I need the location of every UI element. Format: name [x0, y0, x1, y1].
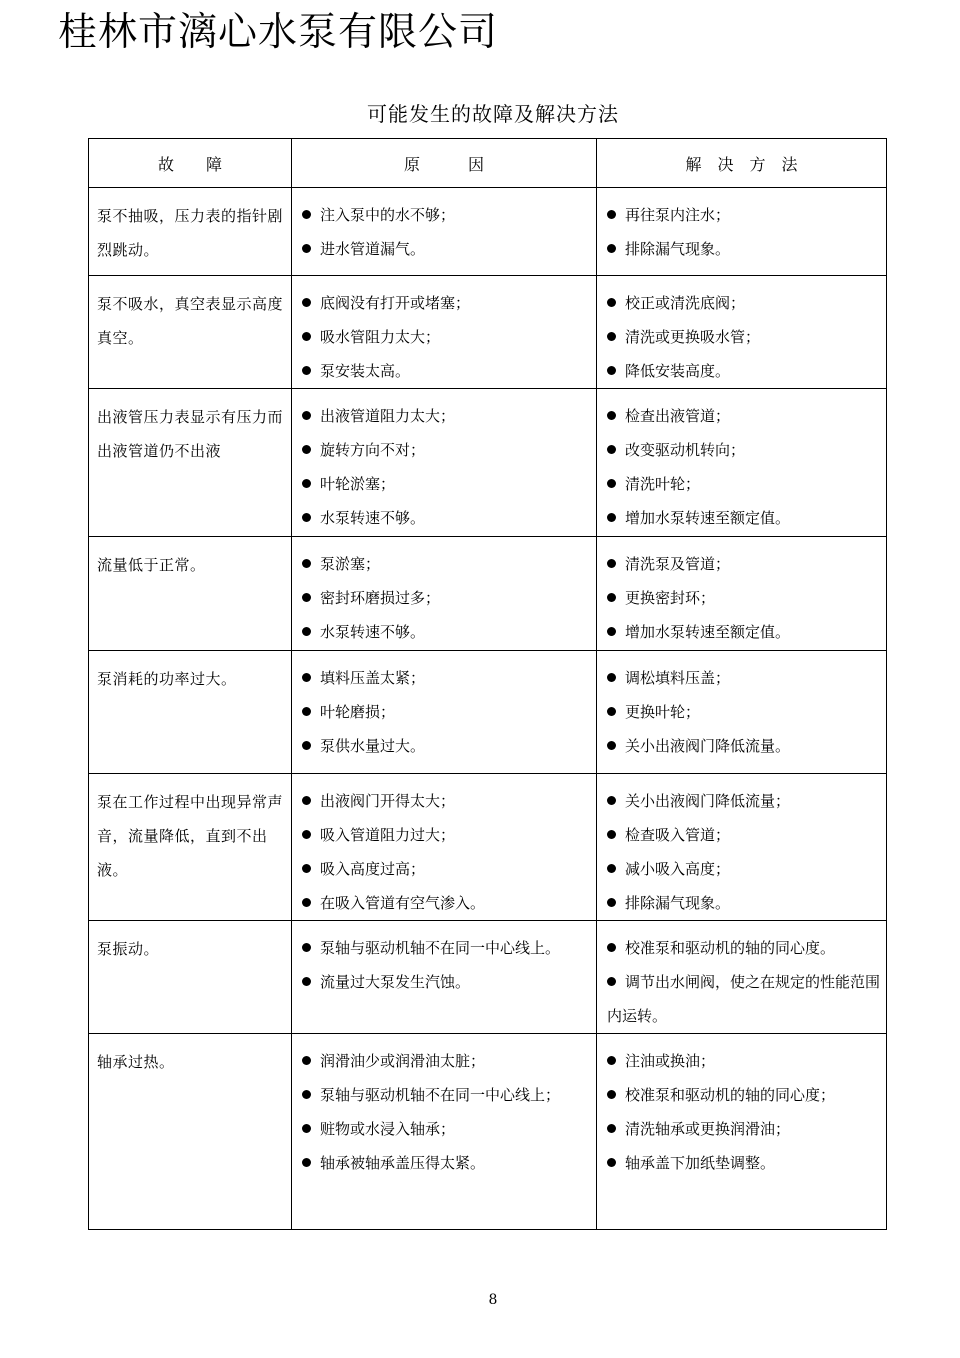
bullet-icon: [607, 366, 616, 375]
table-row: [89, 389, 887, 537]
fault-text: 泵振动。: [97, 940, 160, 958]
cause-cell: [292, 1034, 597, 1230]
bullet-icon: [302, 627, 311, 636]
bullet-icon: [302, 332, 311, 341]
list-item: 排除漏气现象。: [607, 232, 882, 266]
cause-cell: [292, 651, 597, 774]
list-item: 降低安装高度。: [607, 354, 882, 388]
bullet-icon: [607, 741, 616, 750]
cause-cell: [292, 389, 597, 537]
list-item: 调松填料压盖；: [607, 661, 882, 695]
list-item: 泵安装太高。: [302, 354, 592, 388]
list-item: 吸入高度过高；: [302, 852, 592, 886]
list-item: 水泵转速不够。: [302, 501, 592, 535]
list-item: 吸水管阻力太大；: [302, 320, 592, 354]
list-item: 关小出液阀门降低流量。: [607, 729, 882, 763]
bullet-icon: [302, 673, 311, 682]
bullet-icon: [302, 298, 311, 307]
fault-text: 轴承过热。: [97, 1053, 175, 1071]
fault-cell: [89, 188, 292, 276]
list-item: 校准泵和驱动机的轴的同心度；: [607, 1078, 882, 1112]
table-row: [89, 921, 887, 1034]
list-item: 清洗泵及管道；: [607, 547, 882, 581]
list-item: 清洗或更换吸水管；: [607, 320, 882, 354]
solution-cell: [597, 921, 887, 1034]
bullet-icon: [302, 1124, 311, 1133]
list-item: 水泵转速不够。: [302, 615, 592, 649]
bullet-icon: [607, 977, 616, 986]
list-item: 改变驱动机转向；: [607, 433, 882, 467]
bullet-icon: [302, 864, 311, 873]
bullet-icon: [607, 593, 616, 602]
solution-cell: [597, 651, 887, 774]
list-item: 在吸入管道有空气渗入。: [302, 886, 592, 920]
table-row: [89, 1034, 887, 1230]
fault-text: 泵不吸水，真空表显示高度真空。: [97, 295, 284, 347]
bullet-icon: [302, 244, 311, 253]
solution-cell: [597, 389, 887, 537]
bullet-icon: [607, 1158, 616, 1167]
list-item: 排除漏气现象。: [607, 886, 882, 920]
table-row: [89, 651, 887, 774]
bullet-icon: [607, 864, 616, 873]
fault-text: 泵消耗的功率过大。: [97, 670, 237, 688]
bullet-icon: [302, 479, 311, 488]
list-item: 润滑油少或润滑油太脏；: [302, 1044, 592, 1078]
cause-cell: [292, 537, 597, 651]
bullet-icon: [302, 366, 311, 375]
bullet-icon: [607, 479, 616, 488]
bullet-icon: [302, 1090, 311, 1099]
bullet-icon: [302, 830, 311, 839]
list-item: 调节出水闸阀，使之在规定的性能范围内运转。: [607, 973, 881, 1025]
cause-cell: [292, 276, 597, 389]
table-header-row: [89, 139, 887, 188]
bullet-icon: [607, 796, 616, 805]
bullet-icon: [302, 977, 311, 986]
table-row: [89, 188, 887, 276]
list-item: 流量过大泵发生汽蚀。: [302, 965, 592, 999]
list-item: 填料压盖太紧；: [302, 661, 592, 695]
bullet-icon: [607, 559, 616, 568]
bullet-icon: [302, 898, 311, 907]
list-item: 叶轮磨损；: [302, 695, 592, 729]
bullet-icon: [302, 411, 311, 420]
fault-cell: [89, 774, 292, 921]
list-item: 再往泵内注水；: [607, 198, 882, 232]
header-cause: 原 因: [292, 139, 597, 188]
bullet-icon: [607, 830, 616, 839]
list-item: 更换密封环；: [607, 581, 882, 615]
list-item: 泵轴与驱动机轴不在同一中心线上；: [302, 1078, 592, 1112]
bullet-icon: [607, 707, 616, 716]
list-item: 校准泵和驱动机的轴的同心度。: [607, 931, 882, 965]
list-item: 更换叶轮；: [607, 695, 882, 729]
list-item: 关小出液阀门降低流量；: [607, 784, 882, 818]
list-item: 进水管道漏气。: [302, 232, 592, 266]
fault-cell: [89, 1034, 292, 1230]
bullet-icon: [607, 210, 616, 219]
list-item: 轴承盖下加纸垫调整。: [607, 1146, 882, 1180]
table-row: [89, 276, 887, 389]
solution-cell: [597, 276, 887, 389]
bullet-icon: [302, 513, 311, 522]
fault-text: 泵在工作过程中出现异常声音，流量降低，直到不出液。: [97, 793, 284, 879]
list-item: 减小吸入高度；: [607, 852, 882, 886]
list-item: 泵供水量过大。: [302, 729, 592, 763]
page-title: 可能发生的故障及解决方法: [367, 102, 619, 126]
bullet-icon: [607, 1090, 616, 1099]
solution-cell: [597, 537, 887, 651]
bullet-icon: [607, 943, 616, 952]
solution-cell: [597, 188, 887, 276]
list-item: 注入泵中的水不够；: [302, 198, 592, 232]
list-item: 底阀没有打开或堵塞；: [302, 286, 592, 320]
bullet-icon: [302, 593, 311, 602]
list-item: 增加水泵转速至额定值。: [607, 501, 882, 535]
fault-text: 流量低于正常。: [97, 556, 206, 574]
bullet-icon: [607, 332, 616, 341]
fault-text: 出液管压力表显示有压力而出液管道仍不出液: [97, 408, 284, 460]
list-item: 出液管道阻力太大；: [302, 399, 592, 433]
bullet-icon: [607, 1056, 616, 1065]
fault-text: 泵不抽吸，压力表的指针剧烈跳动。: [97, 207, 284, 259]
bullet-icon: [607, 1124, 616, 1133]
bullet-icon: [302, 559, 311, 568]
solution-cell: [597, 1034, 887, 1230]
fault-cell: [89, 537, 292, 651]
company-name: 桂林市漓心水泵有限公司: [58, 10, 499, 55]
table-row: [89, 774, 887, 921]
header-fault: 故 障: [89, 139, 292, 188]
cause-cell: [292, 774, 597, 921]
bullet-icon: [302, 796, 311, 805]
bullet-icon: [302, 210, 311, 219]
list-item: 检查出液管道；: [607, 399, 882, 433]
fault-cell: [89, 389, 292, 537]
list-item: 增加水泵转速至额定值。: [607, 615, 882, 649]
list-item: 泵淤塞；: [302, 547, 592, 581]
bullet-icon: [607, 244, 616, 253]
bullet-icon: [607, 411, 616, 420]
bullet-icon: [302, 741, 311, 750]
fault-cell: [89, 921, 292, 1034]
table-row: [89, 537, 887, 651]
list-item: 吸入管道阻力过大；: [302, 818, 592, 852]
bullet-icon: [607, 445, 616, 454]
list-item: 密封环磨损过多；: [302, 581, 592, 615]
bullet-icon: [607, 298, 616, 307]
bullet-icon: [607, 673, 616, 682]
fault-cell: [89, 276, 292, 389]
list-item: 轴承被轴承盖压得太紧。: [302, 1146, 592, 1180]
list-item: 清洗叶轮；: [607, 467, 882, 501]
list-item: 检查吸入管道；: [607, 818, 882, 852]
bullet-icon: [607, 627, 616, 636]
bullet-icon: [607, 898, 616, 907]
list-item: 泵轴与驱动机轴不在同一中心线上。: [302, 931, 592, 965]
list-item: 赃物或水浸入轴承；: [302, 1112, 592, 1146]
list-item: 旋转方向不对；: [302, 433, 592, 467]
list-item: 出液阀门开得太大；: [302, 784, 592, 818]
list-item: 注油或换油；: [607, 1044, 882, 1078]
list-item: 清洗轴承或更换润滑油；: [607, 1112, 882, 1146]
bullet-icon: [302, 1056, 311, 1065]
header-solution: 解 决 方 法: [597, 139, 887, 188]
bullet-icon: [302, 445, 311, 454]
solution-cell: [597, 774, 887, 921]
fault-cell: [89, 651, 292, 774]
page-number: 8: [488, 1292, 498, 1308]
bullet-icon: [302, 1158, 311, 1167]
cause-cell: [292, 188, 597, 276]
bullet-icon: [302, 943, 311, 952]
cause-cell: [292, 921, 597, 1034]
list-item: 叶轮淤塞；: [302, 467, 592, 501]
fault-table: [88, 138, 887, 1230]
bullet-icon: [607, 513, 616, 522]
bullet-icon: [302, 707, 311, 716]
list-item: 校正或清洗底阀；: [607, 286, 882, 320]
